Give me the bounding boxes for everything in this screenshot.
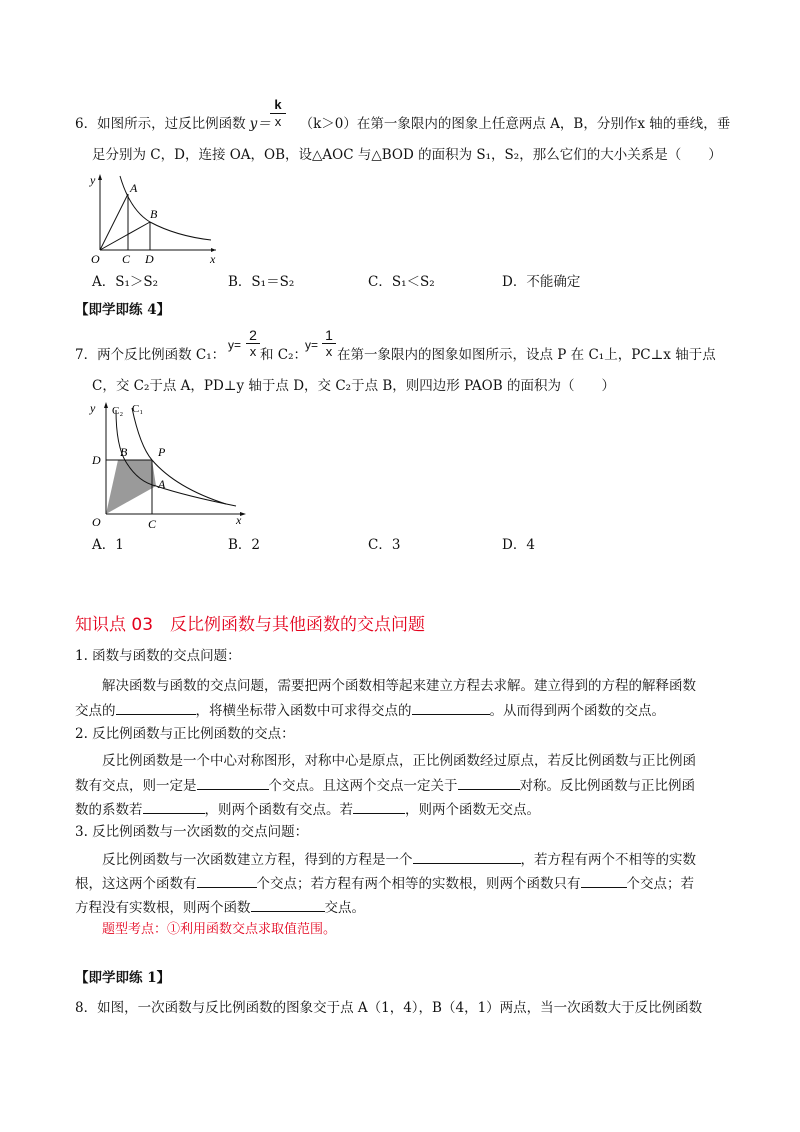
label-P: P — [158, 445, 166, 459]
p3-line2 — [75, 873, 694, 894]
p1-heading: 1. 函数与函数的交点问题： — [75, 648, 241, 664]
quadrilateral-PAOB — [106, 460, 156, 514]
blank-8[interactable] — [197, 873, 257, 888]
q7-fraction-2-numerator: 1 — [325, 327, 333, 343]
q6-option-c[interactable]: C．S₁＜S₂ — [368, 274, 435, 290]
p2-heading: 2. 反比例函数与正比例函数的交点： — [75, 726, 295, 742]
q7-option-c[interactable]: C．3 — [368, 537, 401, 553]
p2-line3-b: ，则两个函数有交点。若 — [204, 802, 353, 818]
q7-fraction-1 — [246, 328, 260, 359]
blank-10[interactable] — [251, 897, 325, 912]
p3-line2-b: 个交点；若方程有两个相等的实数根，则两个函数只有 — [256, 876, 581, 892]
q7-y-eq-2: y= — [305, 338, 319, 352]
p3-line3-b: 交点。 — [324, 900, 365, 916]
label-A: A — [158, 477, 166, 491]
p2-line2-c: 对称。反比例函数与正比例函 — [519, 778, 695, 794]
q6-text-a: 如图所示，过反比例函数 — [97, 116, 246, 132]
q7-option-a[interactable]: A．1 — [92, 537, 124, 553]
exam-point-note: 题型考点：①利用函数交点求取值范围。 — [102, 922, 337, 937]
label-C2: C₂ — [112, 405, 124, 417]
q7-text-b: 和 C₂： — [260, 347, 308, 363]
label-y: y — [90, 401, 96, 415]
practice-1-label: 【即学即练 1】 — [75, 970, 171, 986]
blank-3[interactable] — [197, 775, 269, 790]
q8-text: 8．如图，一次函数与反比例函数的图象交于点 A（1，4），B（4，1）两点，当一次函数大于反比例函数 — [75, 1000, 703, 1016]
label-x: x — [210, 252, 216, 266]
blank-4[interactable] — [458, 775, 520, 790]
y-axis-arrow — [98, 174, 102, 180]
q6-fraction-numerator: k — [274, 97, 282, 112]
q6-text-b: A，B，分别作 — [550, 116, 638, 132]
p3-heading: 3. 反比例函数与一次函数的交点问题： — [75, 824, 309, 840]
p1-line2-c: 。从而得到两个函数的交点。 — [489, 703, 665, 719]
label-O: O — [91, 252, 100, 266]
label-D: D — [145, 252, 154, 266]
blank-9[interactable] — [581, 873, 627, 888]
label-D: D — [92, 453, 101, 467]
q7-fraction-1-denominator: x — [249, 344, 257, 359]
p3-line2-c: 个交点；若 — [626, 876, 694, 892]
q7-fraction-2-denominator: x — [325, 344, 333, 359]
p2-line3 — [75, 799, 540, 820]
q7-line2: C，交 C₂于点 A，PD⊥y 轴于点 D，交 C₂于点 B，则四边形 PAOB 的面积为（ ） — [92, 378, 615, 394]
q7-option-d[interactable]: D．4 — [502, 537, 535, 553]
label-C1: C₁ — [132, 403, 144, 415]
q6-condition: （k＞0）在第一象限内的图象上任意两点 — [299, 116, 546, 132]
p2-line2-b: 个交点。且这两个交点一定关于 — [268, 778, 458, 794]
q7-figure — [86, 396, 252, 532]
q6-y-eq: y＝ — [249, 116, 271, 132]
p2-line2-a: 数有交点，则一定是 — [75, 778, 197, 794]
p3-line1 — [102, 849, 696, 870]
q7-fraction-2 — [322, 328, 336, 359]
blank-1[interactable] — [116, 700, 196, 715]
p3-line3 — [75, 897, 365, 918]
blank-6[interactable] — [353, 799, 405, 814]
blank-2[interactable] — [412, 700, 490, 715]
p1-line1: 解决函数与函数的交点问题，需要把两个函数相等起来建立方程去求解。建立得到的方程的解释函数 — [102, 678, 696, 694]
q6-option-b[interactable]: B．S₁＝S₂ — [228, 274, 295, 290]
q7-y-eq-1: y= — [228, 338, 242, 352]
q6-option-a[interactable]: A．S₁＞S₂ — [92, 274, 159, 290]
q7-text-c: 在第一象限内的图象如图所示，设点 P 在 C₁上，PC⊥x 轴于点 — [337, 347, 716, 363]
blank-5[interactable] — [143, 799, 205, 814]
p1-line2 — [75, 700, 665, 721]
label-B: B — [120, 445, 128, 459]
q7-line1-a — [75, 345, 225, 365]
label-C: C — [148, 517, 157, 531]
p2-line2 — [75, 775, 695, 796]
blank-7[interactable] — [413, 849, 521, 864]
q6-option-d[interactable]: D．不能确定 — [502, 274, 581, 290]
label-B: B — [150, 207, 158, 221]
q7-number: 7． — [75, 347, 98, 363]
p2-line3-c: ，则两个函数无交点。 — [405, 802, 540, 818]
q6-fraction-denominator: x — [274, 114, 282, 129]
q6-figure — [86, 170, 226, 266]
p3-line2-a: 根，这这两个函数有 — [75, 876, 197, 892]
label-C: C — [122, 252, 131, 266]
label-O: O — [92, 515, 101, 529]
q6-text-c: x 轴的垂线，垂 — [637, 116, 731, 132]
q7-fraction-1-numerator: 2 — [249, 327, 257, 343]
q6-line2: 足分别为 C，D，连接 OA，OB，设△AOC 与△BOD 的面积为 S₁，S₂，那么它们的大小关系是（ ） — [92, 147, 722, 163]
p1-line2-b: ，将横坐标带入函数中可求得交点的 — [195, 703, 412, 719]
q6-line1 — [75, 114, 730, 134]
label-x: x — [236, 513, 242, 527]
section-title: 知识点 03 反比例函数与其他函数的交点问题 — [75, 615, 426, 635]
label-A: A — [130, 181, 138, 195]
p3-line1-a: 反比例函数与一次函数建立方程，得到的方程是一个 — [102, 852, 413, 868]
q6-number: 6． — [75, 116, 98, 132]
p2-line3-a: 数的系数若 — [75, 802, 143, 818]
p2-line1: 反比例函数是一个中心对称图形，对称中心是原点，正比例函数经过原点，若反比例函数与正比例函 — [102, 753, 696, 769]
y-axis-arrow — [104, 402, 108, 408]
q7-text-a: 两个反比例函数 C₁： — [97, 347, 226, 363]
p3-line1-b: ，若方程有两个不相等的实数 — [520, 852, 696, 868]
practice-4-label: 【即学即练 4】 — [75, 302, 171, 318]
p3-line3-a: 方程没有实数根，则两个函数 — [75, 900, 251, 916]
p1-line2-a: 交点的 — [75, 703, 116, 719]
label-y: y — [90, 173, 96, 187]
q7-option-b[interactable]: B．2 — [228, 537, 261, 553]
